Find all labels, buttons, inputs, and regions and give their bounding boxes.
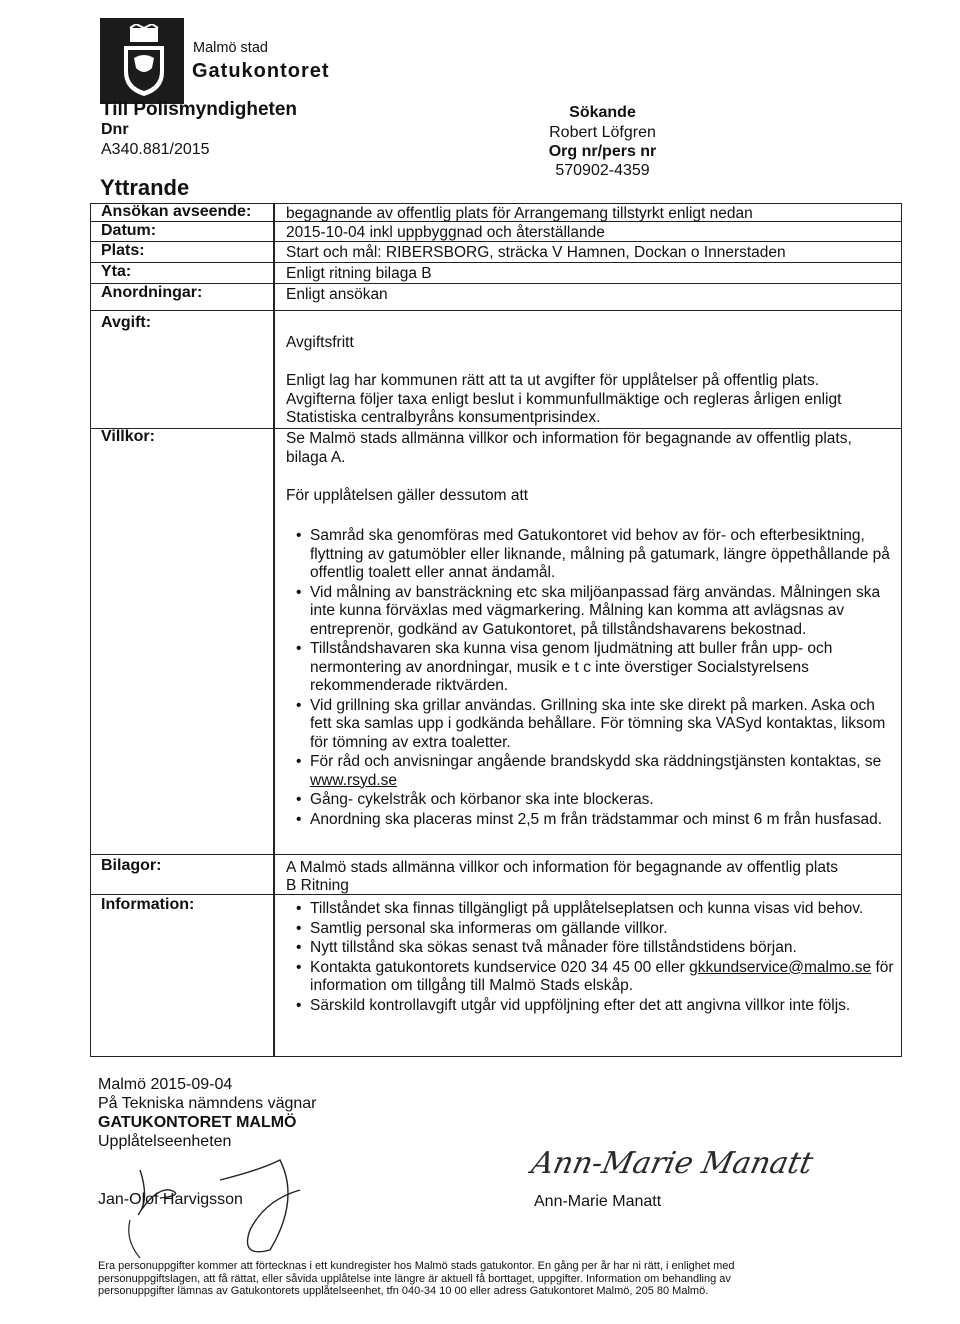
kundservice-text: Kontakta gatukontorets kundservice 020 34 45 00 eller xyxy=(310,958,685,976)
column-divider xyxy=(273,203,275,1056)
elskap-text: för information om tillgång till Malmö Stads elskåp. xyxy=(310,958,894,994)
unit-name: Upplåtelseenheten xyxy=(98,1133,232,1150)
list-item: • Anordning ska placeras minst 2,5 m från trädstammar och minst 6 m från husfasad. xyxy=(294,811,890,830)
list-item: • Tillståndet ska finnas tillgängligt på upplåtelseplatsen och kunna visas vid behov. xyxy=(294,900,894,919)
anordningar-label: Anordningar: xyxy=(101,284,203,301)
avgift-value: Avgiftsfritt xyxy=(286,334,354,351)
row-divider xyxy=(90,262,902,263)
ansokan-label: Ansökan avseende: xyxy=(101,203,252,220)
email-link[interactable]: gkkundservice@malmo.se xyxy=(689,958,872,976)
list-item: • Tillståndshavaren ska kunna visa genom ljudmätning att buller från upp- och nermontering av anordningar, musik e t c inte överstiger Socialstyrelsens rekommenderade riktvärden. xyxy=(294,640,890,696)
dnr-label: Dnr xyxy=(101,121,129,138)
applicant-name: Robert Löfgren xyxy=(549,124,656,141)
org-small-name: Malmö stad xyxy=(193,40,268,56)
list-item: • Samråd ska genomföras med Gatukontoret vid behov av för- och efterbesiktning, flyttning av gatumöbler eller liknande, målning på gatumark, längre öppethållande på offentlig toalett eller annat ändamål. xyxy=(294,527,890,583)
brandskydd-text: För råd och anvisningar angående brandskydd ska räddningstjänsten kontaktas, se xyxy=(310,753,882,770)
list-item: • Vid målning av bansträckning etc ska miljöanpassad färg användas. Målningen ska inte kunna förväxlas med vägmarkering. Målning kan komma att avlägsnas av entreprenör, godkänd av Gatukontoret, på tillståndshavarens bekostnad. xyxy=(294,584,890,640)
document-type: Yttrande xyxy=(100,175,190,200)
list-item xyxy=(294,753,890,790)
information-list xyxy=(294,900,894,1016)
bilaga-a: A Malmö stads allmänna villkor och information för begagnande av offentlig plats xyxy=(286,859,838,876)
behalf-line: På Tekniska nämndens vägnar xyxy=(98,1095,317,1112)
plats-label: Plats: xyxy=(101,242,145,259)
signer-2: Ann-Marie Manatt xyxy=(534,1193,662,1210)
privacy-footer: Era personuppgifter kommer att förtecknas i ett kundregister hos Malmö stads gatukontor. En gång per år har ni rätt, i enlighet med personuppgiftslagen, att få rättat, eller såvida upplåtelse inte längre är aktuell få borttaget, uppgifter. Information om behandling av personuppgifter lämnas av Gatukontorets upplåtelseenhet, tfn 040-34 10 00 eller adress Gatukontoret Malmö, 205 80 Malmö. xyxy=(98,1260,735,1297)
row-divider xyxy=(90,310,902,311)
list-item: • Nytt tillstånd ska sökas senast två månader före tillståndstidens början. xyxy=(294,939,894,958)
signature-2-handwriting: Ann-Marie Manatt xyxy=(528,1146,816,1181)
crest-icon xyxy=(116,24,172,98)
applicant-label: Sökande xyxy=(569,104,636,121)
villkor-text: Se Malmö stads allmänna villkor och information för begagnande av offentlig plats, bilaga A. xyxy=(286,430,852,466)
list-item: • Gång- cykelstråk och körbanor ska inte blockeras. xyxy=(294,791,890,810)
list-item xyxy=(294,959,894,996)
row-divider xyxy=(90,894,902,895)
villkor-list xyxy=(294,527,890,830)
office-name: GATUKONTORET MALMÖ xyxy=(98,1114,297,1131)
org-number-value: 570902-4359 xyxy=(555,162,650,179)
recipient-title: Till Polismyndigheten xyxy=(101,99,298,120)
row-divider xyxy=(90,283,902,284)
bilaga-b: B Ritning xyxy=(286,877,349,894)
information-label: Information: xyxy=(101,896,195,913)
malmo-crest-logo xyxy=(100,18,184,104)
anordningar-value: Enligt ansökan xyxy=(286,286,388,303)
signer-1: Jan-Olof Harvigsson xyxy=(98,1191,243,1208)
villkor-label: Villkor: xyxy=(101,428,155,445)
rsyd-link[interactable]: www.rsyd.se xyxy=(310,771,397,789)
datum-label: Datum: xyxy=(101,222,157,239)
yta-label: Yta: xyxy=(101,263,132,280)
org-big-name: Gatukontoret xyxy=(192,60,330,82)
avgift-text: Enligt lag har kommunen rätt att ta ut avgifter för upplåtelser på offentlig plats. Avgifterna följer taxa enligt beslut i kommunfullmäktige och regleras årligen enligt Statistiska centralbyråns konsumentprisindex. xyxy=(286,372,842,426)
list-item: • Särskild kontrollavgift utgår vid uppföljning efter det att angivna villkor inte följs. xyxy=(294,997,894,1016)
datum-value: 2015-10-04 inkl uppbyggnad och återställande xyxy=(286,224,605,241)
org-number-label: Org nr/pers nr xyxy=(548,143,657,160)
avgift-label: Avgift: xyxy=(101,314,152,331)
place-date: Malmö 2015-09-04 xyxy=(98,1076,233,1093)
bilagor-label: Bilagor: xyxy=(101,857,162,874)
villkor-intro: För upplåtelsen gäller dessutom att xyxy=(286,487,529,504)
ansokan-value: begagnande av offentlig plats för Arrangemang tillstyrkt enligt nedan xyxy=(286,205,753,222)
row-divider xyxy=(90,854,902,855)
dnr-value: A340.881/2015 xyxy=(101,141,210,158)
yta-value: Enligt ritning bilaga B xyxy=(286,265,432,282)
list-item: • Vid grillning ska grillar användas. Grillning ska inte ske direkt på marken. Aska och fett ska samlas upp i godkända behållare. För tömning ska VASyd kontaktas, liksom för tömning av extra toaletter. xyxy=(294,697,890,753)
plats-value: Start och mål: RIBERSBORG, sträcka V Hamnen, Dockan o Innerstaden xyxy=(286,244,786,261)
list-item: • Samtlig personal ska informeras om gällande villkor. xyxy=(294,920,894,939)
